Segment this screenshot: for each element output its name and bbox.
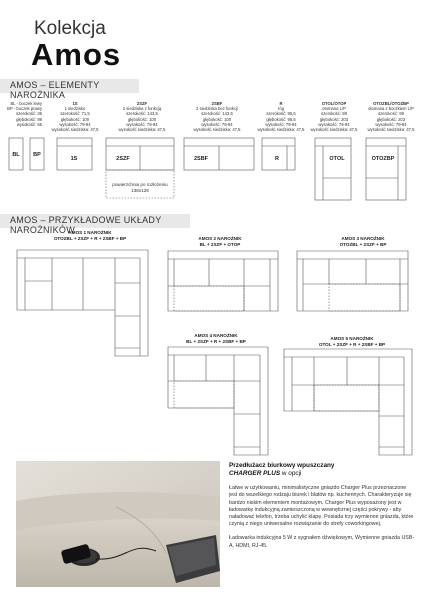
caption-line: wysokość: 79-94 (201, 121, 233, 127)
caption-line: wysokość siedziska: 47,5 (118, 127, 166, 133)
caption-line: BL - boczek lewy (10, 101, 42, 106)
label-1s: 1S (70, 156, 78, 162)
caption-line: szerokość: 71,5 (60, 111, 90, 117)
layout-amos3-shape (297, 251, 408, 311)
sleep-note-line1: powierzchnia po rozłożeniu (112, 182, 168, 187)
caption-code: R (279, 101, 283, 106)
caption-line: szerokość: 95,5 (266, 111, 296, 117)
caption-otozbp (360, 101, 422, 132)
collection-title: Amos (31, 37, 122, 72)
caption-code: 1S (72, 101, 78, 106)
elements-diagram (0, 130, 424, 212)
caption-line: wysokość: 79-94 (265, 121, 297, 127)
caption-code: OTOL/OTOP (321, 101, 347, 106)
caption-line: wysokość: 79-94 (59, 121, 91, 127)
caption-line: głębokość: 100 (60, 116, 90, 122)
caption-line: szerokość: 143,5 (126, 111, 158, 117)
section-band-elements (0, 79, 139, 100)
element-1s-shape (57, 138, 92, 170)
layout-name: AMOS 5 NAROŻNIK (330, 336, 374, 341)
label-2sbf: 2SBF (193, 156, 209, 162)
label-2szf: 2SZF (116, 156, 130, 162)
caption-line: głębokość: 100 (127, 116, 157, 122)
caption-line: BP - boczek prawy (7, 106, 42, 112)
caption-line: otomana z boczkiem L/P (368, 106, 414, 112)
collection-label: Kolekcja (34, 18, 106, 39)
layout-amos2-shape (168, 251, 278, 311)
layout-amos4-shape (168, 347, 268, 455)
caption-line: 2 siedziska bez funkcji (196, 106, 238, 112)
caption-line: głębokość: 203 (376, 116, 406, 122)
caption-line: głębokość: 89 (16, 116, 42, 122)
caption-line: szerokość: 35 (16, 111, 42, 117)
caption-code: 2SBF (211, 101, 223, 106)
label-otozbp: OTOZBP (371, 156, 395, 162)
caption-line: szerokość: 99 (321, 111, 347, 117)
layout-name: AMOS 2 NAROŻNIK (198, 236, 242, 241)
caption-line: róg (277, 106, 285, 112)
layouts-diagram (0, 245, 424, 457)
label-bp: BP (33, 152, 41, 158)
caption-2sbf (187, 101, 247, 132)
label-bl: BL (12, 152, 20, 158)
layout-amos1-shape (17, 250, 148, 356)
caption-code: OTOZBL/OTOZBP (373, 101, 409, 106)
caption-line: wysokość siedziska: 47,5 (310, 127, 358, 133)
layout-formula: BL + 2SZF + OTOP (199, 241, 241, 247)
caption-line: wysokość: 79-94 (126, 121, 158, 127)
charger-description (229, 462, 415, 557)
layout-formula: OTOL + 2SZF + R + 2SBF + BP (318, 341, 386, 347)
caption-line: głębokość: 203 (319, 116, 349, 122)
caption-line: wysokość: 79-94 (318, 121, 350, 127)
charger-paragraph-1: Łatwe w użytkowaniu, minimalistyczne gniazdo Charger Plus przeznaczone jest do wszelkiego rodzaju biurek i blatów np. kuchennych. Charakteryzuje się bardzo niskim elementem montażowym. Charger Plus wyposażony jest w ładowarkę indukcyjną zamieszczoną w wewnętrznej części pokrywy - aby naładować telefon, trzeba uchylić klapę. Posiada trzy wymienne gniazda, które czynią z niego uniwersalne rozwiązanie do strefy coworkingowej. (229, 485, 414, 528)
caption-line: wysokość siedziska: 47,5 (193, 127, 241, 133)
charger-photo-illustration (16, 461, 220, 587)
caption-1s (50, 101, 100, 132)
layout-name: AMOS 4 NAROŻNIK (194, 333, 238, 338)
element-otozbp-shape (366, 138, 406, 200)
sleep-note-line2: 138x126 (131, 188, 149, 193)
layout-formula: OTOZBL + 2SZF + BP (339, 241, 387, 247)
element-otol-shape (315, 138, 351, 200)
caption-line: 2 siedziska z funkcją (122, 106, 162, 112)
layout-formula: BL + 2SZF + R + 2SBF + BP (186, 338, 246, 344)
caption-line: szerokość: 143,5 (201, 111, 233, 117)
charger-photo (16, 461, 220, 587)
charger-subtitle-rest: w opcji (280, 469, 302, 477)
caption-bl-bp (2, 101, 42, 127)
caption-line: szerokość: 99 (378, 111, 404, 117)
layout-name: AMOS 1 NAROŻNIK (68, 230, 112, 235)
caption-line: głębokość: 100 (202, 116, 232, 122)
caption-line: wysokość siedziska: 47,5 (257, 127, 305, 133)
caption-line: wysokość siedziska: 47,5 (51, 127, 99, 133)
section-title-layouts: AMOS – PRZYKŁADOWE UKŁADY NAROŻNIKÓW (10, 215, 162, 235)
layout-formula: OTOZBL + 2SZF + R + 2SBF + BP (53, 235, 127, 241)
caption-line: otomana L/P (322, 106, 346, 112)
caption-line: głębokość: 95,5 (266, 116, 296, 122)
label-otol: OTOL (329, 156, 345, 162)
charger-subtitle (229, 470, 415, 478)
layout-name: AMOS 3 NAROŻNIK (341, 236, 385, 241)
label-r: R (275, 156, 279, 162)
section-title-elements: AMOS – ELEMENTY NAROŻNIKA (10, 80, 100, 100)
caption-otol (305, 101, 363, 132)
caption-r (252, 101, 310, 132)
layout-amos5-shape (284, 349, 412, 455)
layout-title-amos1 (40, 230, 140, 241)
charger-subtitle-bold: CHARGER PLUS (229, 469, 281, 477)
caption-code: 2SZF (136, 101, 148, 106)
caption-line: wysokość: 65 (16, 121, 42, 127)
caption-line: 1 siedzisko (64, 106, 86, 112)
element-r-shape (262, 138, 295, 170)
caption-2szf (112, 101, 172, 132)
caption-line: wysokość: 79-94 (375, 121, 407, 127)
caption-line: wysokość siedziska: 47,5 (367, 127, 415, 133)
charger-paragraph-2: Ładowarka indukcyjna 5 W z sygnałem dźwiękowym, Wymienne gniazda USB-A, HDMI, RJ-45. (229, 535, 415, 549)
charger-title: Przedłużacz biurkowy wpuszczany (229, 462, 335, 469)
